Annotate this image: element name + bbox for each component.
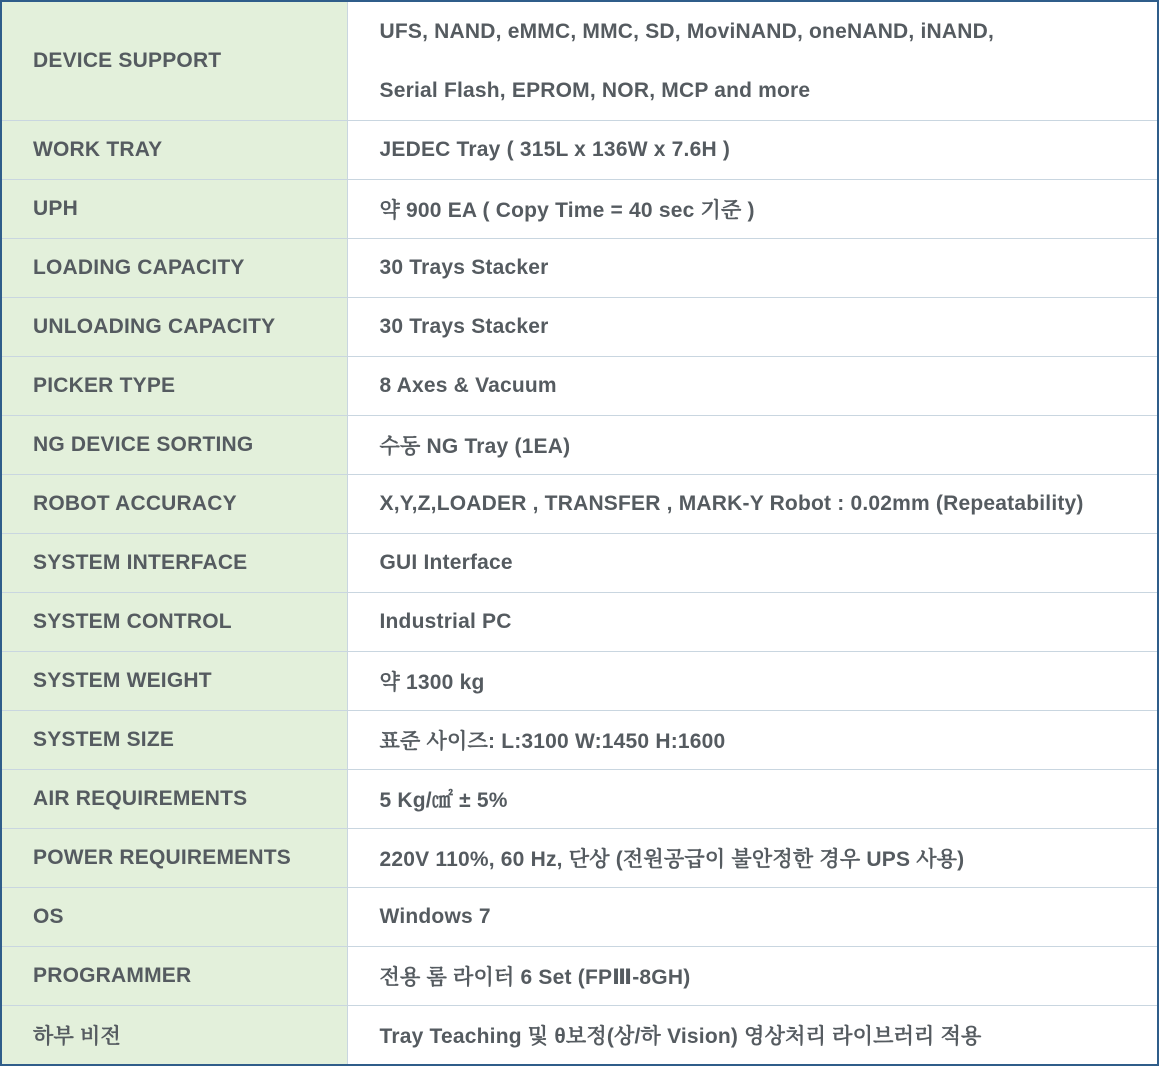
spec-value: 30 Trays Stacker bbox=[347, 298, 1158, 357]
spec-label: WORK TRAY bbox=[1, 121, 347, 180]
spec-label: OS bbox=[1, 888, 347, 947]
spec-label: DEVICE SUPPORT bbox=[1, 1, 347, 121]
spec-value: GUI Interface bbox=[347, 534, 1158, 593]
spec-row-loading-capacity bbox=[1, 239, 1158, 298]
spec-label: PICKER TYPE bbox=[1, 357, 347, 416]
spec-value: 약 900 EA ( Copy Time = 40 sec 기준 ) bbox=[347, 180, 1158, 239]
spec-row-lower-vision bbox=[1, 1006, 1158, 1065]
spec-value-line-1: UFS, NAND, eMMC, MMC, SD, MoviNAND, oneNAND, iNAND, bbox=[379, 20, 995, 44]
spec-label: SYSTEM WEIGHT bbox=[1, 652, 347, 711]
spec-row-ng-device-sorting bbox=[1, 416, 1158, 475]
spec-row-system-size bbox=[1, 711, 1158, 770]
spec-label: SYSTEM SIZE bbox=[1, 711, 347, 770]
spec-row-system-weight bbox=[1, 652, 1158, 711]
spec-value: X,Y,Z,LOADER , TRANSFER , MARK-Y Robot : 0.02mm (Repeatability) bbox=[347, 475, 1158, 534]
spec-row-uph bbox=[1, 180, 1158, 239]
spec-value: Tray Teaching 및 θ보정(상/하 Vision) 영상처리 라이브러리 적용 bbox=[347, 1006, 1158, 1065]
spec-row-device-support bbox=[1, 1, 1158, 121]
spec-value: Industrial PC bbox=[347, 593, 1158, 652]
spec-label: ROBOT ACCURACY bbox=[1, 475, 347, 534]
spec-value: 전용 롬 라이터 6 Set (FPⅢ-8GH) bbox=[347, 947, 1158, 1006]
spec-row-unloading-capacity bbox=[1, 298, 1158, 357]
spec-value: 수동 NG Tray (1EA) bbox=[347, 416, 1158, 475]
spec-value: 30 Trays Stacker bbox=[347, 239, 1158, 298]
spec-label: AIR REQUIREMENTS bbox=[1, 770, 347, 829]
spec-label: UPH bbox=[1, 180, 347, 239]
spec-value: 약 1300 kg bbox=[347, 652, 1158, 711]
spec-label: PROGRAMMER bbox=[1, 947, 347, 1006]
spec-label: POWER REQUIREMENTS bbox=[1, 829, 347, 888]
spec-row-programmer bbox=[1, 947, 1158, 1006]
spec-row-air-requirements bbox=[1, 770, 1158, 829]
spec-value: 5 Kg/㎠ ± 5% bbox=[347, 770, 1158, 829]
spec-row-os bbox=[1, 888, 1158, 947]
spec-value: JEDEC Tray ( 315L x 136W x 7.6H ) bbox=[347, 121, 1158, 180]
spec-value-line-2: Serial Flash, EPROM, NOR, MCP and more bbox=[379, 79, 811, 103]
spec-label: 하부 비전 bbox=[1, 1006, 347, 1065]
spec-value: 표준 사이즈: L:3100 W:1450 H:1600 bbox=[347, 711, 1158, 770]
spec-label: SYSTEM CONTROL bbox=[1, 593, 347, 652]
spec-row-robot-accuracy bbox=[1, 475, 1158, 534]
spec-label: LOADING CAPACITY bbox=[1, 239, 347, 298]
spec-row-work-tray bbox=[1, 121, 1158, 180]
spec-label: SYSTEM INTERFACE bbox=[1, 534, 347, 593]
spec-value: 220V 110%, 60 Hz, 단상 (전원공급이 불안정한 경우 UPS 사용) bbox=[347, 829, 1158, 888]
spec-row-power-requirements bbox=[1, 829, 1158, 888]
spec-label: UNLOADING CAPACITY bbox=[1, 298, 347, 357]
spec-row-system-control bbox=[1, 593, 1158, 652]
spec-value bbox=[347, 1, 1158, 121]
spec-row-picker-type bbox=[1, 357, 1158, 416]
spec-value: Windows 7 bbox=[347, 888, 1158, 947]
spec-value: 8 Axes & Vacuum bbox=[347, 357, 1158, 416]
spec-label: NG DEVICE SORTING bbox=[1, 416, 347, 475]
spec-row-system-interface bbox=[1, 534, 1158, 593]
